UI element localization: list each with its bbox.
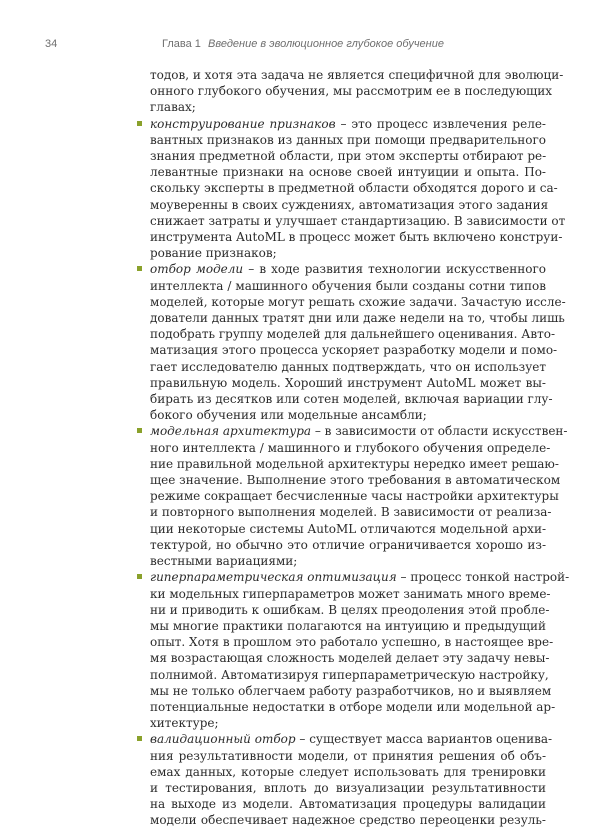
list-term-continuation: – процесс тонкой настрой- xyxy=(396,570,570,585)
text-line: бирать из десятков или сотен моделей, включая вариации глу- xyxy=(150,392,553,407)
text-line: модели обеспечивает надежное средство переоценки резуль- xyxy=(150,813,546,828)
text-line: правильную модель. Хороший инструмент AutoML может вы- xyxy=(150,375,546,390)
text-line: гает исследователю данных подтверждать, что он использует xyxy=(150,359,546,374)
text-line: хитектуре; xyxy=(150,716,219,731)
list-term: отбор модели xyxy=(150,262,244,277)
text-line: левантные признаки на основе своей интуиции и опыта. По- xyxy=(150,165,546,180)
text-line xyxy=(150,569,570,585)
text-line: потенциальные недостатки в отборе модели или модельной ар- xyxy=(150,699,556,714)
text-line: и тестирования, вплоть до визуализации результативности xyxy=(150,780,546,795)
text-line: онного глубокого обучения, мы рассмотрим ее в последующих xyxy=(150,84,553,99)
text-line: знания предметной области, при этом эксперты отбирают ре- xyxy=(150,149,547,164)
text-line xyxy=(150,116,546,132)
body-text xyxy=(150,67,570,829)
text-line: подобрать группу моделей для дальнейшего оценивания. Авто- xyxy=(150,327,556,342)
text-line: вестными вариациями; xyxy=(150,554,298,569)
list-item-model-architecture xyxy=(150,423,568,569)
text-line: ции некоторые системы AutoML отличаются модельной архи- xyxy=(150,521,546,536)
text-line: полнимой. Автоматизируя гиперпараметрическую настройку, xyxy=(150,667,549,682)
text-line: ни и приводить к ошибкам. В целях преодоления этой пробле- xyxy=(150,602,550,617)
bullet-marker xyxy=(137,736,142,741)
text-line: мя возрастающая сложность моделей делает эту задачу невы- xyxy=(150,651,550,666)
text-line: мы многие практики полагаются на интуицию и предыдущий xyxy=(150,618,546,633)
text-line: бокого обучения или модельные ансамбли; xyxy=(150,408,427,423)
text-line: на выходе из модели. Автоматизация процедуры валидации xyxy=(150,797,546,812)
text-line: ние правильной модельной архитектуры нередко имеет решаю- xyxy=(150,456,559,471)
list-item-hyperparameter-optimization xyxy=(150,569,570,731)
text-line: щее значение. Выполнение этого требования в автоматическом xyxy=(150,473,561,488)
paragraph-continuation xyxy=(150,67,564,116)
text-line: главах; xyxy=(150,100,196,115)
bullet-marker xyxy=(137,428,142,433)
text-line: ного интеллекта / машинного и глубокого обучения определе- xyxy=(150,440,551,455)
list-item-validation-selection xyxy=(150,731,553,828)
list-item-model-selection xyxy=(150,261,566,423)
text-line xyxy=(150,423,568,439)
text-line: тодов, и хотя эта задача не является специфичной для эволюци- xyxy=(150,68,564,82)
list-term: гиперпараметрическая оптимизация xyxy=(150,570,397,585)
list-term-continuation: – это процесс извлечения реле- xyxy=(335,116,546,131)
list-item-feature-engineering xyxy=(150,116,566,262)
text-line: интеллекта / машинного обучения были созданы сотни типов xyxy=(150,278,546,293)
text-line: и повторного выполнения моделей. В зависимости от реализа- xyxy=(150,505,552,520)
text-line: дователи данных тратят дни или даже недели на то, чтобы лишь xyxy=(150,311,565,326)
list-term-continuation: – в зависимости от области искусствен- xyxy=(311,424,568,439)
text-line: инструмента AutoML в процесс может быть включено конструи- xyxy=(150,230,563,245)
text-line: ки модельных гиперпараметров может занимать много време- xyxy=(150,586,551,601)
list-term: валидационный отбор xyxy=(150,732,296,747)
bullet-marker xyxy=(137,266,142,271)
list-term-continuation: – существует масса вариантов оценива- xyxy=(295,732,553,747)
text-line: скольку эксперты в предметной области обходятся дорого и са- xyxy=(150,181,558,196)
bullet-marker xyxy=(137,121,142,126)
text-line: тектурой, но обычно это отличие ограничивается хорошо из- xyxy=(150,537,546,552)
text-line: моуверенны в своих суждениях, автоматизация этого задания xyxy=(150,197,549,212)
text-line: мы не только облегчаем работу разработчиков, но и выявляем xyxy=(150,683,552,698)
page-number: 34 xyxy=(45,38,58,50)
text-line: ния результативности модели, от принятия решения об объ- xyxy=(150,748,546,763)
text-line xyxy=(150,731,553,747)
text-line: моделей, которые могут решать схожие задачи. Зачастую иссле- xyxy=(150,294,566,309)
text-line: опыт. Хотя в прошлом это работало успешно, в настоящее вре- xyxy=(150,635,554,650)
chapter-label: Глава 1 xyxy=(162,38,201,50)
text-line: матизация этого процесса ускоряет разработку модели и помо- xyxy=(150,343,558,358)
text-line: рование признаков; xyxy=(150,246,277,261)
text-line xyxy=(150,261,546,277)
text-line: вантных признаков из данных при помощи предварительного xyxy=(150,132,546,147)
text-line: емах данных, которые следует использовать для тренировки xyxy=(150,764,546,779)
text-line: снижает затраты и улучшает стандартизацию. В зависимости от xyxy=(150,213,566,228)
text-line: режиме сокращает бесчисленные часы настройки архитектуры xyxy=(150,489,559,504)
list-term: модельная архитектура xyxy=(150,424,312,439)
list-term-continuation: – в ходе развития технологии искусственного xyxy=(243,262,547,277)
list-term: конструирование признаков xyxy=(150,116,336,131)
bullet-marker xyxy=(137,574,142,579)
chapter-title: Введение в эволюционное глубокое обучение xyxy=(208,38,444,50)
